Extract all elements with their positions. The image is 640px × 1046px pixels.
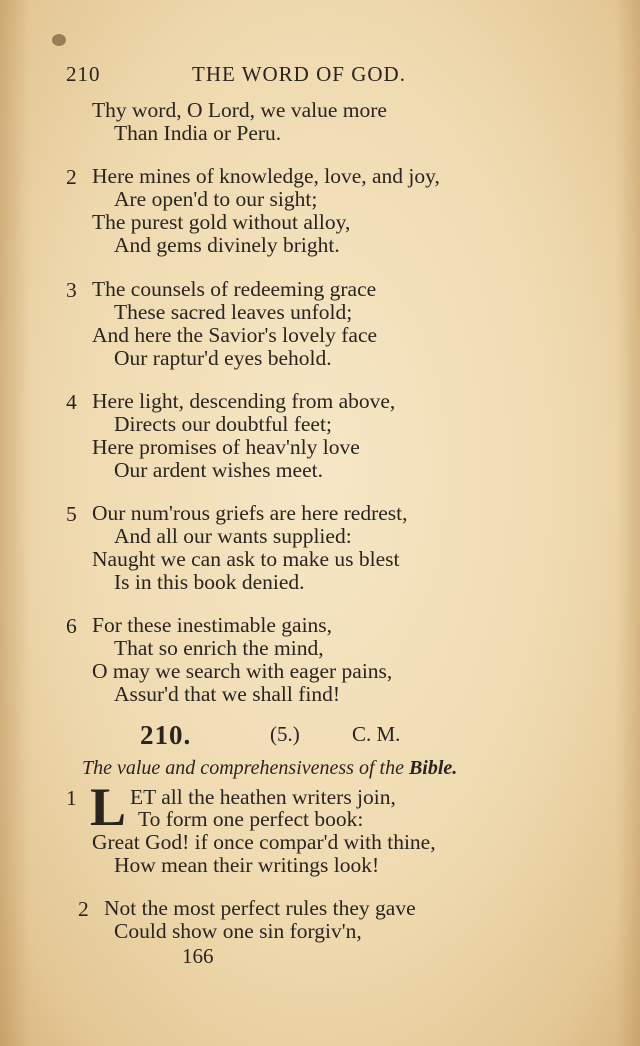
- verse-line: Are open'd to our sight;: [114, 187, 318, 211]
- verse-line: For these inestimable gains,: [92, 613, 333, 637]
- verse-line: And gems divinely bright.: [114, 233, 340, 257]
- verse-line: Our num'rous griefs are here redrest,: [92, 501, 408, 525]
- tune-reference: (5.): [270, 722, 300, 746]
- stanza-number: 1: [66, 786, 77, 810]
- drop-cap: L: [90, 777, 127, 837]
- verse-line: Our ardent wishes meet.: [114, 458, 323, 482]
- stanza-number: 2: [78, 897, 89, 921]
- hymn-meter: C. M.: [352, 722, 401, 746]
- ink-smudge: [52, 34, 66, 46]
- stanza-number: 2: [66, 165, 77, 189]
- running-title: THE WORD OF GOD.: [192, 62, 406, 86]
- verse-line: How mean their writings look!: [114, 853, 380, 877]
- page-edge-right: [616, 0, 640, 1046]
- verse-line: Thy word, O Lord, we value more: [92, 98, 387, 122]
- verse-line: Directs our doubtful feet;: [114, 412, 332, 436]
- verse-line: Than India or Peru.: [114, 121, 282, 145]
- stanza-number: 3: [66, 278, 77, 302]
- verse-line: And all our wants supplied:: [114, 524, 352, 548]
- verse-line: Our raptur'd eyes behold.: [114, 346, 332, 370]
- verse-line: That so enrich the mind,: [114, 636, 324, 660]
- verse-line: O may we search with eager pains,: [92, 659, 393, 683]
- hymn-number: 210.: [140, 720, 192, 750]
- stanza-number: 4: [66, 390, 77, 414]
- verse-line: Could show one sin forgiv'n,: [114, 919, 362, 943]
- verse-line: Naught we can ask to make us blest: [92, 547, 400, 571]
- verse-line: Here mines of knowledge, love, and joy,: [92, 164, 440, 188]
- verse-line: The counsels of redeeming grace: [92, 277, 377, 301]
- page-edge-left: [0, 0, 30, 1046]
- signature-mark: 166: [182, 944, 214, 968]
- verse-line: Is in this book denied.: [114, 570, 305, 594]
- hymn-subtitle: [82, 757, 457, 780]
- subtitle-text: The value and comprehensiveness of the: [82, 757, 409, 779]
- stanza-number: 5: [66, 502, 77, 526]
- verse-line: These sacred leaves unfold;: [114, 300, 353, 324]
- page-number: 210: [66, 62, 101, 86]
- verse-line: Assur'd that we shall find!: [114, 682, 341, 706]
- verse-line: Here promises of heav'nly love: [92, 435, 360, 459]
- verse-line: To form one perfect book:: [138, 807, 364, 831]
- verse-line: Not the most perfect rules they gave: [104, 896, 416, 920]
- stanza-number: 6: [66, 614, 77, 638]
- verse-line: Great God! if once compar'd with thine,: [92, 830, 436, 854]
- verse-line: Here light, descending from above,: [92, 389, 396, 413]
- verse-line: And here the Savior's lovely face: [92, 323, 378, 347]
- verse-line: ET all the heathen writers join,: [130, 785, 396, 809]
- subtitle-bible: Bible.: [408, 757, 458, 779]
- verse-line: The purest gold without alloy,: [92, 210, 351, 234]
